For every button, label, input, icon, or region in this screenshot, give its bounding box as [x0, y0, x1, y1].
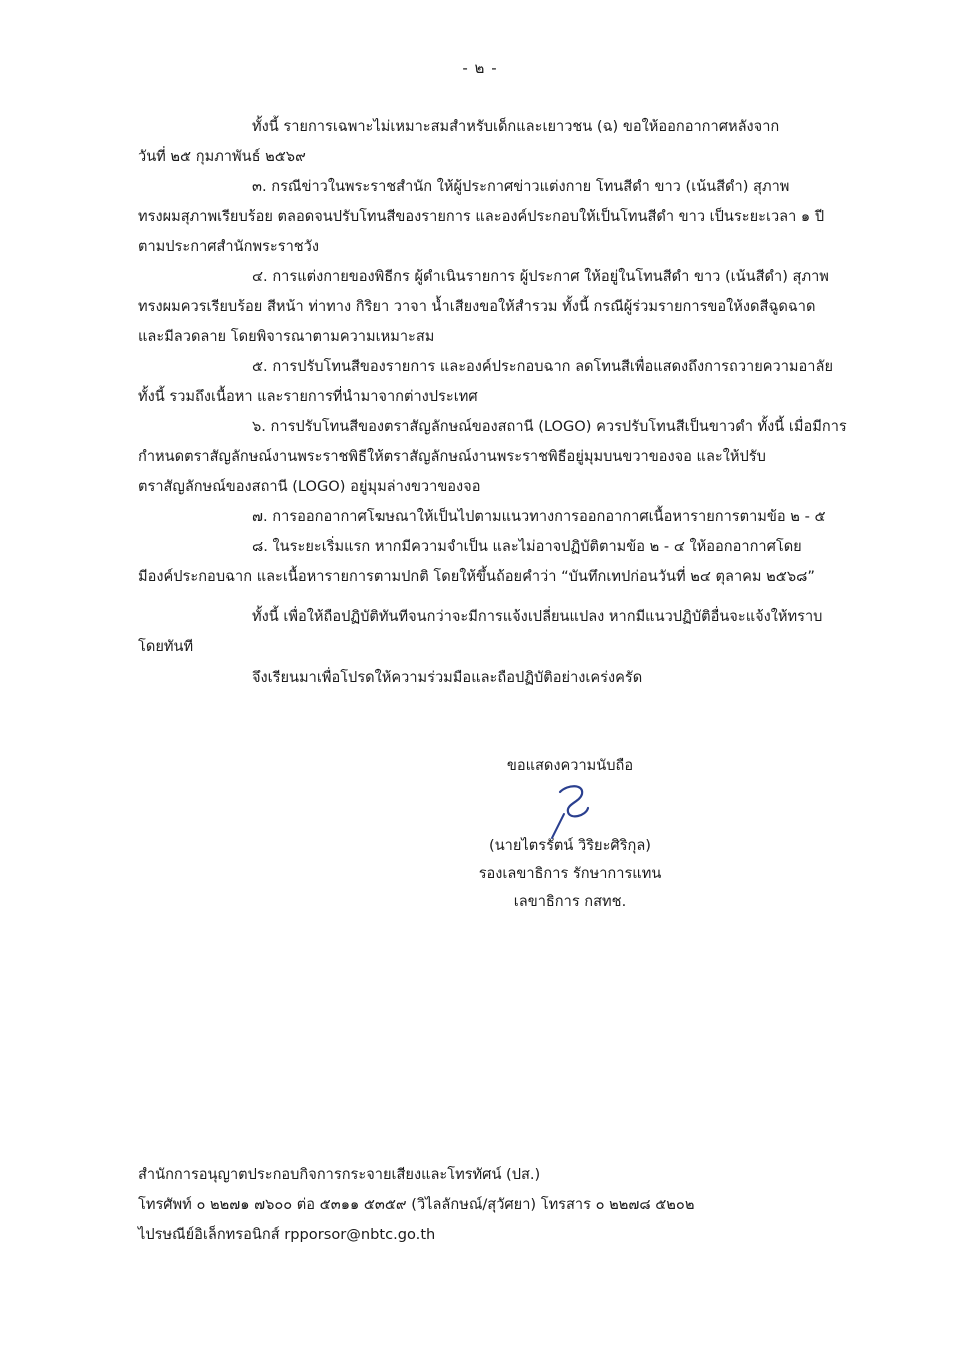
paragraph-line: มีองค์ประกอบฉาก และเนื้อหารายการตามปกติ โดยให้ขึ้นถ้อยคำว่า “บันทึกเทปก่อนวันที่ ๒๔ ตุลาคม ๒๕๖๘”	[138, 568, 815, 585]
paragraph-item-8	[138, 532, 868, 592]
paragraph-line: และมีลวดลาย โดยพิจารณาตามความเหมาะสม	[138, 328, 435, 345]
paragraph-line: ทรงผมสุภาพเรียบร้อย ตลอดจนปรับโทนสีของรายการ และองค์ประกอบให้เป็นโทนสีดำ ขาว เป็นระยะเวลา ๑ ปี	[138, 208, 825, 225]
paragraph-line: ๗. การออกอากาศโฆษณาให้เป็นไปตามแนวทางการออกอากาศเนื้อหารายการตามข้อ ๒ - ๕	[252, 508, 826, 525]
salutation: ขอแสดงความนับถือ	[506, 757, 634, 774]
paragraph-item-4	[138, 262, 868, 352]
paragraph-line: ๓. กรณีข่าวในพระราชสำนัก ให้ผู้ประกาศข่าวแต่งกาย โทนสีดำ ขาว (เน้นสีดำ) สุภาพ	[252, 178, 790, 195]
paragraph-item-5	[138, 352, 868, 412]
signer-position-secondary: เลขาธิการ กสทช.	[513, 893, 627, 910]
document-body	[138, 112, 868, 662]
paragraph-line: ๕. การปรับโทนสีของรายการ และองค์ประกอบฉาก ลดโทนสีเพื่อแสดงถึงการถวายความอาลัย	[252, 358, 833, 375]
paragraph-effective-note	[138, 602, 868, 662]
paragraph-line: ทั้งนี้ รายการเฉพาะไม่เหมาะสมสำหรับเด็กและเยาวชน (ฉ) ขอให้ออกอากาศหลังจาก	[252, 118, 780, 135]
paragraph-line: ตราสัญลักษณ์ของสถานี (LOGO) อยู่มุมล่างขวาของจอ	[138, 478, 481, 495]
paragraph-line: โดยทันที	[138, 638, 194, 655]
paragraph-line: ทรงผมควรเรียบร้อย สีหน้า ท่าทาง กิริยา วาจา น้ำเสียงขอให้สำรวม ทั้งนี้ กรณีผู้ร่วมรายการขอให้งดสีฉูดฉาด	[138, 298, 816, 315]
paragraph-item-3	[138, 172, 868, 262]
signer-position: รองเลขาธิการ รักษาการแทน	[478, 865, 662, 882]
signer-name: (นายไตรรัตน์ วิริยะศิริกุล)	[489, 837, 651, 854]
paragraph-line: กำหนดตราสัญลักษณ์งานพระราชพิธีให้ตราสัญลักษณ์งานพระราชพิธีอยู่มุมบนขวาของจอ และให้ปรับ	[138, 448, 766, 465]
paragraph-note-ch-rating	[138, 112, 868, 172]
paragraph-line: ๘. ในระยะเริ่มแรก หากมีความจำเป็น และไม่อาจปฏิบัติตามข้อ ๒ - ๔ ให้ออกอากาศโดย	[252, 538, 802, 555]
paragraph-line: วันที่ ๒๕ กุมภาพันธ์ ๒๕๖๙	[138, 148, 306, 165]
paragraph-line: ทั้งนี้ เพื่อให้ถือปฏิบัติทันทีจนกว่าจะมีการแจ้งเปลี่ยนแปลง หากมีแนวปฏิบัติอื่นจะแจ้งให้ทราบ	[252, 608, 823, 625]
paragraph-line: ๖. การปรับโทนสีของตราสัญลักษณ์ของสถานี (LOGO) ควรปรับโทนสีเป็นขาวดำ ทั้งนี้ เมื่อมีการ	[252, 418, 847, 435]
paragraph-line: ทั้งนี้ รวมถึงเนื้อหา และรายการที่นำมาจากต่างประเทศ	[138, 388, 478, 405]
paragraph-line: ตามประกาศสำนักพระราชวัง	[138, 238, 319, 255]
page-number: - ๒ -	[462, 59, 498, 77]
spacer	[138, 592, 868, 602]
signature-block	[460, 752, 680, 916]
paragraph-line: ๔. การแต่งกายของพิธีกร ผู้ดำเนินรายการ ผู้ประกาศ ให้อยู่ในโทนสีดำ ขาว (เน้นสีดำ) สุภาพ	[252, 268, 829, 285]
office-name: สำนักการอนุญาตประกอบกิจการกระจายเสียงและโทรทัศน์ (ปส.)	[138, 1166, 541, 1183]
phone-fax: โทรศัพท์ ๐ ๒๒๗๑ ๗๖๐๐ ต่อ ๕๓๑๑ ๕๓๕๙ (วิไลลักษณ์/สุวัศยา) โทรสาร ๐ ๒๒๗๘ ๕๒๐๒	[138, 1196, 695, 1213]
closing-sentence: จึงเรียนมาเพื่อโปรดให้ความร่วมมือและถือปฏิบัติอย่างเคร่งครัด	[252, 669, 643, 686]
paragraph-item-6	[138, 412, 868, 502]
paragraph-item-7	[138, 502, 868, 532]
contact-footer	[138, 1160, 694, 1250]
email-line: ไปรษณีย์อิเล็กทรอนิกส์ rpporsor@nbtc.go.th	[138, 1226, 436, 1243]
